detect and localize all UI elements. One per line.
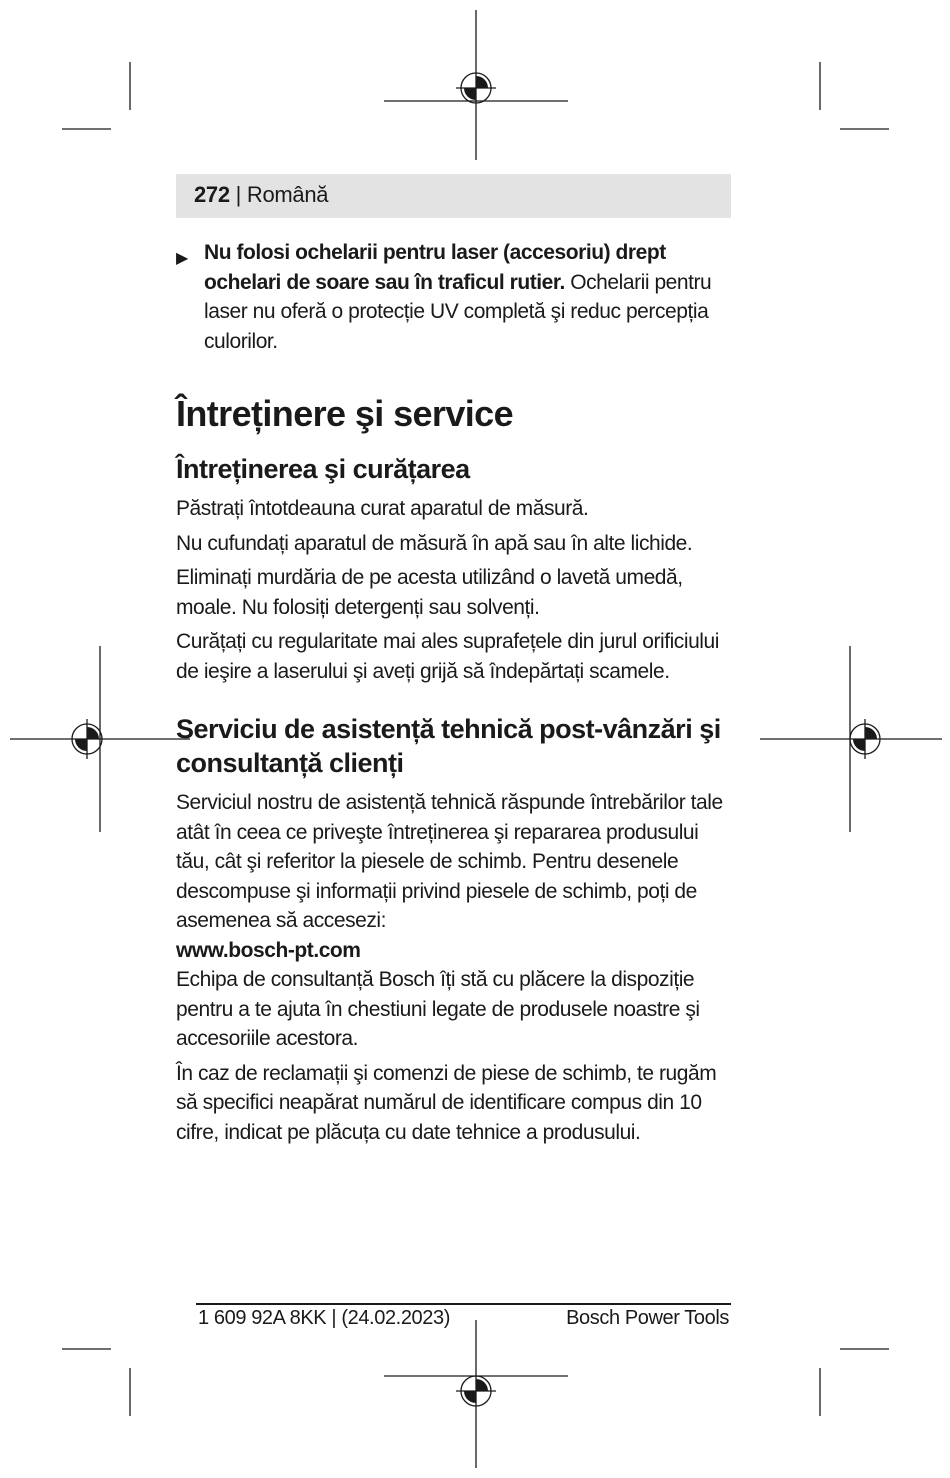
page-number: 272	[194, 182, 230, 207]
maintenance-paragraph: Nu cufundați aparatul de măsură în apă sau în alte lichide.	[176, 531, 693, 555]
footer-doc-id: 1 609 92A 8KK | (24.02.2023)	[198, 1307, 450, 1329]
header-language: Română	[246, 182, 329, 207]
page-content	[176, 238, 731, 1147]
service-consultancy: Echipa de consultanță Bosch îți stă cu plăcere la dispoziție pentru a te ajuta în chestiuni legate de produsele noastre şi accesoriile acestora.	[176, 968, 700, 1050]
service-claims: În caz de reclamații şi comenzi de piese de schimb, te rugăm să specifici neapărat numărul de identificare compus din 10 cifre, indicat pe plăcuța cu date tehnice a produsului.	[176, 1061, 717, 1144]
section-title: Întreținere şi service	[176, 393, 513, 434]
footer-brand: Bosch Power Tools	[566, 1307, 729, 1329]
maintenance-paragraph: Eliminați murdăria de pe acesta utilizând o lavetă umedă, moale. Nu folosiți detergenți sau solvenți.	[176, 566, 683, 619]
header-separator: |	[235, 182, 242, 207]
warning-text: Ochelarii pentru laser nu oferă o protecție UV completă şi reduc percepția culorilor.	[204, 270, 712, 353]
laser-glasses-warning	[176, 238, 731, 356]
page-header	[194, 182, 328, 208]
warning-bold-text: Nu folosi ochelarii pentru laser (accesoriu) drept ochelari de soare sau în traficul rutier.	[204, 241, 666, 294]
bullet-triangle-icon: ▶	[176, 250, 188, 267]
maintenance-paragraph: Păstrați întotdeauna curat aparatul de măsură.	[176, 497, 589, 520]
footer-rule	[196, 1303, 731, 1305]
service-url-link[interactable]: www.bosch-pt.com	[176, 938, 361, 962]
maintenance-title: Întreținerea şi curățarea	[176, 454, 470, 484]
service-title: Serviciu de asistență tehnică post-vânzări şi consultanță clienți	[176, 714, 721, 778]
maintenance-paragraph: Curățați cu regularitate mai ales suprafețele din jurul orificiului de ieşire a laserului şi aveți grijă să îndepărtați scamele.	[176, 630, 719, 683]
service-intro: Serviciul nostru de asistență tehnică răspunde întrebărilor tale atât în ceea ce priveşte întreținerea şi repararea produsului tău, cât şi referitor la piesele de schimb. Pentru desenele descompuse şi informații privind piesele de schimb, poți de asemenea să accesezi:	[176, 791, 723, 932]
